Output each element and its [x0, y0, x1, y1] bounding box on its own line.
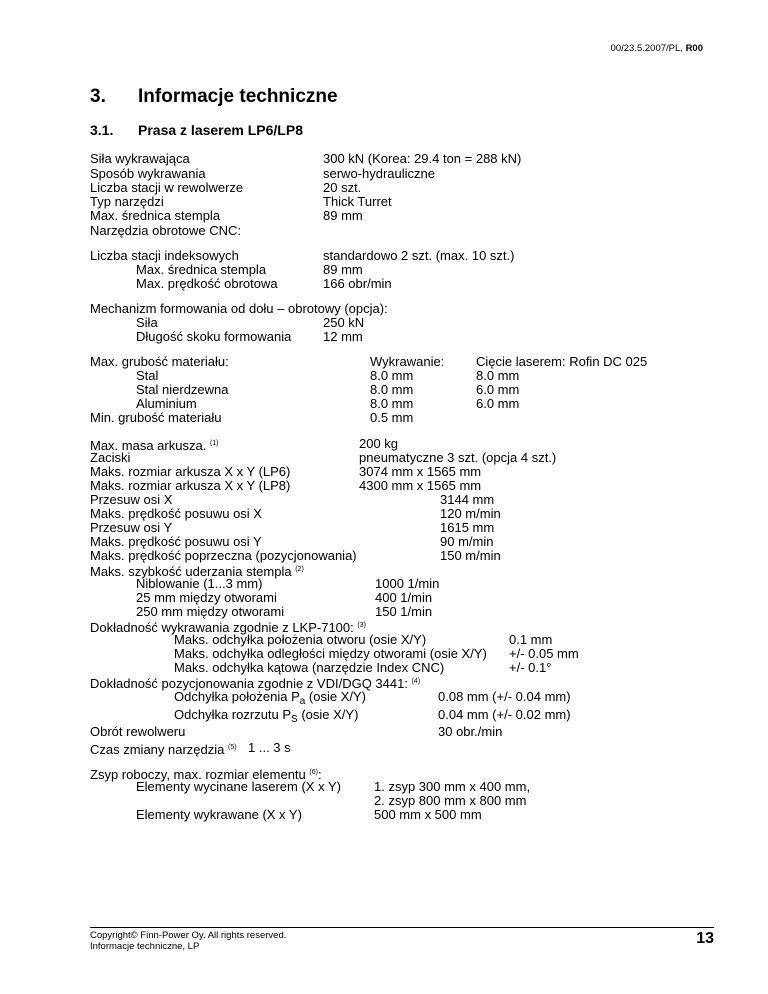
thickness-row-v1: 8.0 mm — [370, 382, 414, 397]
sheet-size-lp8-value: 4300 mm x 1565 mm — [359, 478, 482, 493]
thickness-row-v1: 8.0 mm — [370, 396, 414, 411]
accuracy-row-label: Maks. odchyłka położenia otworu (osie X/Y) — [174, 632, 427, 647]
document-name: Informacje techniczne, LP — [90, 941, 200, 952]
spec-value: Thick Turret — [323, 194, 392, 209]
thickness-row-v2: 6.0 mm — [476, 382, 520, 397]
clamps-value: pneumatyczne 3 szt. (opcja 4 szt.) — [359, 450, 557, 465]
copyright: Copyright© Finn-Power Oy. All rights reserved. — [90, 930, 287, 941]
y-speed-label: Maks. prędkość posuwu osi Y — [90, 534, 262, 549]
tool-change-value: 1 ... 3 s — [248, 740, 291, 755]
document-reference: 00/23.5.2007/PL, R00 — [610, 43, 703, 54]
forming-row-label: Długość skoku formowania — [136, 329, 292, 344]
sheet-size-lp8-label: Maks. rozmiar arkusza X x Y (LP8) — [90, 478, 291, 493]
spec-value: 300 kN (Korea: 29.4 ton = 288 kN) — [323, 151, 522, 166]
accuracy-row-label: Maks. odchyłka kątowa (narzędzie Index CNC) — [174, 660, 445, 675]
y-travel-label: Przesuw osi Y — [90, 520, 173, 535]
y-speed-value: 90 m/min — [440, 534, 494, 549]
revision-code: R00 — [685, 43, 703, 54]
tool-change-label: Czas zmiany narzędzia $^{(5)}$ — [90, 742, 237, 757]
thickness-row-v2: 8.0 mm — [476, 368, 520, 383]
turret-rotation-label: Obrót rewolweru — [90, 724, 186, 739]
footer-text — [90, 930, 286, 952]
forming-row-value: 12 mm — [323, 329, 363, 344]
forming-row-value: 250 kN — [323, 315, 365, 330]
hit-rate-row-label: 25 mm między otworami — [136, 590, 277, 605]
hit-rate-row-value: 150 1/min — [375, 604, 433, 619]
subsection-number: 3.1. — [90, 122, 114, 138]
footnote-ref: (5) — [228, 744, 237, 751]
accuracy-row-value: +/- 0.05 mm — [509, 646, 579, 661]
footnote-ref: (4) — [411, 678, 421, 685]
spec-label: Liczba stacji w rewolwerze — [90, 180, 244, 195]
accuracy-row-label: Maks. odchyłka odległości między otworami (osie X/Y) — [174, 646, 487, 661]
thickness-row-v1: 8.0 mm — [370, 368, 414, 383]
thickness-min-label: Min. grubość materiału — [90, 410, 222, 425]
sheet-size-lp6-value: 3074 mm x 1565 mm — [359, 464, 482, 479]
indexing-row-value: 89 mm — [323, 262, 363, 277]
forming-title: Mechanizm formowania od dołu – obrotowy (opcja): — [90, 301, 388, 316]
footnote-ref: (2) — [295, 566, 304, 573]
sheet-mass-value: 200 kg — [359, 436, 399, 451]
positioning-speed-value: 150 m/min — [440, 548, 501, 563]
section-number: 3. — [90, 86, 106, 107]
forming-row-label: Siła — [136, 315, 158, 330]
thickness-col2-head: Cięcie laserem: Rofin DC 025 — [476, 354, 648, 369]
accuracy-row-value: +/- 0.1° — [509, 660, 552, 675]
chute-laser-label: Elementy wycinane laserem (X x Y) — [136, 779, 341, 794]
subsection-title: Prasa z laserem LP6/LP8 — [138, 122, 303, 138]
x-travel-label: Przesuw osi X — [90, 492, 173, 507]
pa-label: Odchyłka położenia $P_a$ (osie X/Y) — [174, 689, 366, 707]
indexing-label: Liczba stacji indeksowych — [90, 248, 239, 263]
thickness-row-label: Aluminium — [136, 396, 197, 411]
spec-value: 20 szt. — [323, 180, 362, 195]
hit-rate-label: Maks. szybkość uderzania stempla $^{(2)}$ — [90, 564, 304, 579]
indexing-row-label: Max. prędkość obrotowa — [136, 276, 278, 291]
thickness-col1-head: Wykrawanie: — [370, 354, 445, 369]
spec-label: Typ narzędzi — [90, 194, 164, 209]
positioning-speed-label: Maks. prędkość poprzeczna (pozycjonowania) — [90, 548, 357, 563]
x-speed-label: Maks. prędkość posuwu osi X — [90, 506, 262, 521]
footnote-ref: (6) — [309, 769, 318, 776]
pa-value: 0.08 mm (+/- 0.04 mm) — [438, 689, 571, 704]
accuracy-label: Dokładność wykrawania zgodnie z LKP-7100: $^{(3)}$ — [90, 620, 366, 635]
accuracy-row-value: 0.1 mm — [509, 632, 553, 647]
indexing-row-value: 166 obr/min — [323, 276, 392, 291]
thickness-label: Max. grubość materiału: — [90, 354, 229, 369]
y-travel-value: 1615 mm — [440, 520, 495, 535]
chute-punch-value: 500 mm x 500 mm — [374, 807, 482, 822]
clamps-label: Zaciski — [90, 450, 131, 465]
x-travel-value: 3144 mm — [440, 492, 495, 507]
thickness-row-label: Stal — [136, 368, 159, 383]
chute-label: Zsyp roboczy, max. rozmiar elementu $^{(6)}$: — [90, 767, 322, 782]
indexing-row-label: Max. średnica stempla — [136, 262, 267, 277]
spec-label: Max. średnica stempla — [90, 208, 221, 223]
x-speed-value: 120 m/min — [440, 506, 501, 521]
ps-value: 0.04 mm (+/- 0.02 mm) — [438, 707, 571, 722]
footnote-ref: (1) — [209, 440, 219, 447]
thickness-min-value: 0.5 mm — [370, 410, 414, 425]
spec-value: 89 mm — [323, 208, 363, 223]
positioning-label: Dokładność pozycjonowania zgodnie z VDI/DGQ 3441: $^{(4)}$ — [90, 676, 421, 691]
chute-punch-label: Elementy wykrawane (X x Y) — [136, 807, 302, 822]
hit-rate-row-label: 250 mm między otworami — [136, 604, 285, 619]
spec-label: Siła wykrawająca — [90, 151, 190, 166]
footer-divider — [90, 927, 714, 928]
section-title: Informacje techniczne — [138, 86, 338, 107]
thickness-row-label: Stal nierdzewna — [136, 382, 229, 397]
indexing-value: standardowo 2 szt. (max. 10 szt.) — [323, 248, 515, 263]
hit-rate-row-value: 400 1/min — [375, 590, 433, 605]
hit-rate-row-value: 1000 1/min — [375, 576, 440, 591]
hit-rate-row-label: Niblowanie (1...3 mm) — [136, 576, 263, 591]
chute-laser-value: 2. zsyp 800 mm x 800 mm — [374, 793, 527, 808]
chute-laser-value: 1. zsyp 300 mm x 400 mm, — [374, 779, 531, 794]
spec-label: Sposób wykrawania — [90, 166, 206, 181]
thickness-row-v2: 6.0 mm — [476, 396, 520, 411]
sheet-size-lp6-label: Maks. rozmiar arkusza X x Y (LP6) — [90, 464, 291, 479]
footnote-ref: (3) — [357, 622, 366, 629]
ps-label: Odchyłka rozrzutu $P_S$ (osie X/Y) — [174, 707, 359, 725]
turret-rotation-value: 30 obr./min — [438, 724, 503, 739]
sheet-mass-label: Max. masa arkusza. $^{(1)}$ — [90, 438, 219, 453]
spec-label: Narzędzia obrotowe CNC: — [90, 223, 242, 238]
spec-value: serwo-hydrauliczne — [323, 166, 435, 181]
page-number: 13 — [696, 930, 714, 947]
